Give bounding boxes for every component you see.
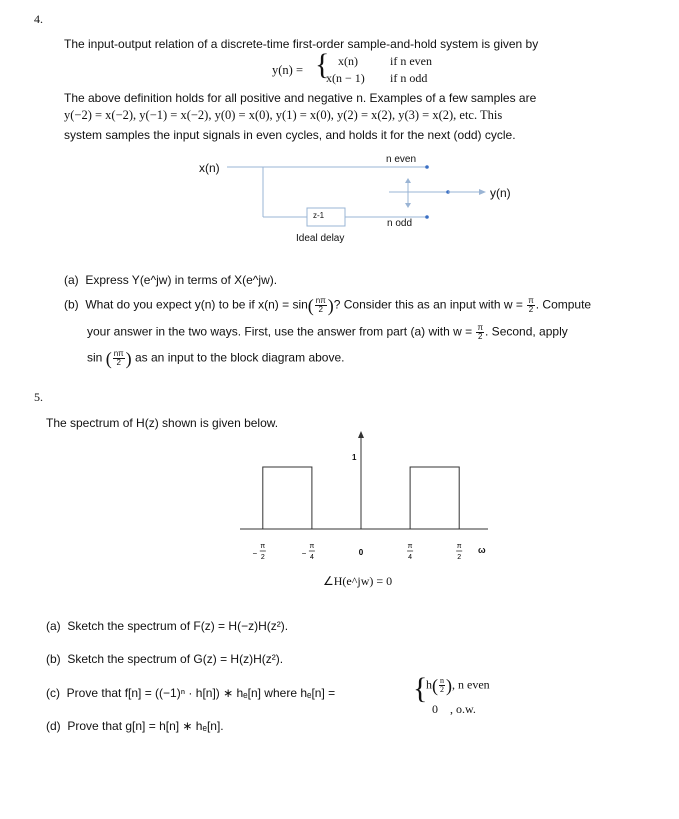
svg-text:2: 2 — [260, 554, 265, 561]
p4-qb-label: (b) — [64, 297, 79, 312]
p5-qd-text: Prove that g[n] = h[n] ∗ hₑ[n]. — [67, 719, 224, 733]
p5-qb-text: Sketch the spectrum of G(z) = H(z)H(z²). — [67, 652, 284, 666]
problem-4-number: 4. — [34, 12, 43, 26]
svg-text:2: 2 — [457, 554, 462, 561]
p4-qa-label: (a) — [64, 273, 79, 287]
qc-case2-cond: , o.w. — [450, 702, 476, 716]
p4-question-b-line1: (b) What do you expect y(n) to be if x(n) = sin( $\frac{n\pi}{2}$ )? Consider this as an input with w = $\frac{\pi}{2}$ . Compute — [64, 295, 592, 316]
p5-qa-label: (a) — [46, 619, 61, 633]
problem-4-para-line2: y(−2) = x(−2), y(−1) = x(−2), y(0) = x(0), y(1) = x(0), y(2) = x(2), y(3) = x(2), etc. This — [64, 108, 503, 122]
p4-qb-l2-a: your answer in the two ways. First, use the answer from part (a) with w = — [87, 324, 473, 339]
p5-question-c — [46, 686, 335, 700]
svg-text:−: − — [252, 549, 258, 558]
equation-brace: { — [315, 48, 330, 81]
svg-text:π: π — [309, 543, 315, 550]
p4-qb-l3-a: sin — [87, 350, 103, 365]
equation-lhs: y(n) = — [272, 63, 303, 77]
x-axis-label: ω — [478, 545, 486, 555]
switch-arrow-down — [405, 203, 411, 208]
problem-5-intro: The spectrum of H(z) shown is given below. — [46, 416, 279, 430]
p5-qc-text: Prove that f[n] = ((−1)ⁿ · h[n]) ∗ hₑ[n] where hₑ[n] = — [66, 686, 336, 700]
x-tick-0 — [252, 543, 265, 561]
problem-5-number: 5. — [34, 390, 43, 404]
x-tick-2 — [359, 548, 364, 557]
p4-qb-l1-a: What do you expect y(n) to be if x(n) = sin — [85, 297, 308, 312]
diagram-delay-caption: Ideal delay — [296, 233, 345, 244]
odd-contact-dot — [425, 215, 429, 219]
y-tick-label: 1 — [352, 453, 357, 462]
even-contact-dot — [425, 165, 429, 169]
svg-text:π: π — [407, 543, 413, 550]
output-arrowhead — [479, 189, 486, 195]
spectrum-chart — [230, 425, 500, 595]
p4-qb-w-frac: $\frac{\pi}{2}$ — [528, 296, 534, 314]
problem-4-para-line3: system samples the input signals in even cycles, and holds it for the next (odd) cycle. — [64, 128, 516, 142]
diagram-delay-label: z-1 — [313, 211, 325, 220]
p4-qb-l2-b: . Second, apply — [485, 324, 568, 339]
p4-qb-l1-c: . Compute — [535, 297, 592, 312]
p4-qb-l2-frac: $\frac{\pi}{2}$ — [477, 323, 484, 341]
p5-question-d — [46, 719, 224, 733]
p4-qb-l1-b: ? Consider this as an input with w = — [333, 297, 523, 312]
spectrum-phase-annotation: ∠H(e^jw) = 0 — [323, 574, 393, 588]
p4-qb-l3-b: as an input to the block diagram above. — [135, 350, 345, 365]
spectrum-left-pulse — [263, 467, 312, 529]
problem-4-para-line1: The above definition holds for all positive and negative n. Examples of a few samples are — [64, 91, 537, 105]
equation-case1-expr: x(n) — [338, 54, 358, 68]
diagram-output-label: y(n) — [490, 186, 511, 200]
qc-case2-expr: 0 — [432, 702, 438, 716]
qc-case1: h( $\frac{n}{2}$ ), n even — [426, 675, 490, 696]
x-tick-3 — [407, 543, 413, 561]
equation-case2-expr: x(n − 1) — [326, 71, 365, 85]
p4-question-a — [64, 273, 277, 287]
y-axis-arrowhead — [358, 431, 364, 438]
svg-text:0: 0 — [358, 548, 364, 557]
p5-qa-text: Sketch the spectrum of F(z) = H(−z)H(z²). — [67, 619, 289, 633]
p5-qd-label: (d) — [46, 719, 61, 733]
spectrum-right-pulse — [410, 467, 459, 529]
diagram-input-label: x(n) — [199, 161, 220, 175]
x-tick-1 — [302, 543, 315, 561]
equation-case1-cond: if n even — [390, 54, 432, 68]
sample-hold-block-diagram — [190, 150, 530, 250]
svg-text:4: 4 — [309, 554, 314, 561]
p4-qb-frac: $\frac{n\pi}{2}$ — [315, 296, 326, 314]
p5-qc-label: (c) — [46, 686, 60, 700]
svg-text:π: π — [456, 543, 462, 550]
p5-question-b — [46, 652, 283, 666]
diagram-switch-even-label: n even — [386, 154, 417, 165]
switch-arrow-up — [405, 178, 411, 183]
qc-brace: { — [413, 672, 428, 705]
svg-text:π: π — [260, 543, 266, 550]
p5-question-a — [46, 619, 288, 633]
p5-qb-label: (b) — [46, 652, 61, 666]
diagram-switch-odd-label: n odd — [387, 218, 413, 229]
svg-text:4: 4 — [408, 554, 413, 561]
x-tick-4 — [456, 543, 462, 561]
p4-qb-l3-frac: $\frac{n\pi}{2}$ — [113, 349, 124, 367]
equation-case2-cond: if n odd — [390, 71, 428, 85]
problem-4-intro: The input-output relation of a discrete-time first-order sample-and-hold system is given by — [64, 37, 539, 51]
p4-question-b-line3: sin ( $\frac{n\pi}{2}$ ) as an input to the block diagram above. — [87, 348, 345, 369]
svg-text:−: − — [301, 549, 307, 558]
p4-question-b-line2 — [87, 324, 568, 341]
p4-qa-text: Express Y(e^jw) in terms of X(e^jw). — [85, 273, 278, 287]
